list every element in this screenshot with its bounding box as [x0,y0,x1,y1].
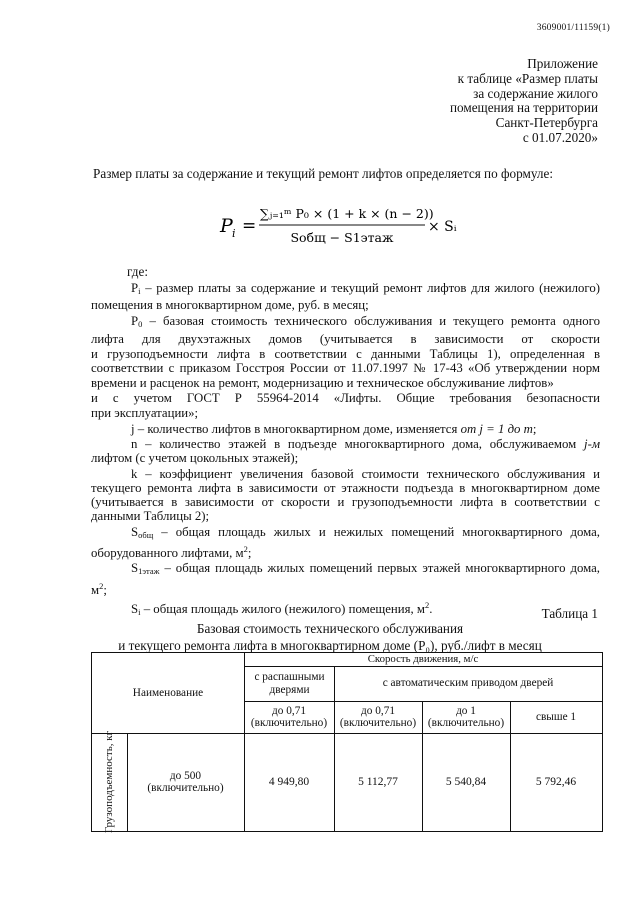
appendix-line: помещения на территории [449,100,598,116]
definition-j: j – количество лифтов в многоквартирном доме, изменяется от j = 1 до m; [131,421,537,436]
definition-p0: $P_0$ – базовая стоимость технического обслуживания и текущего ремонта одного [131,313,600,329]
definition-k: k – коэффициент увеличения базовой стоимости технического обслуживания и текущего ремонта лифта в зависимости от этажности подъезда в многоквартирном доме (учитывается в зависимости от скорости и грузоподъемности лифта в соответствии с данными Таблицы 2); [91,466,600,524]
table-label: Таблица 1 [541,606,598,621]
appendix-line: Приложение [527,56,598,71]
table-title-line: и текущего ремонта лифта в многоквартирном доме (P₀), руб./лифт в месяц [118,638,542,653]
where-label: где: [127,264,148,279]
appendix-line: с 01.07.2020» [522,129,598,145]
table-cell-value: 5 540,84 [445,775,487,788]
formula-equals: = [242,216,257,236]
definitions [91,281,600,619]
header-speed-col: до 1 (включительно) [427,704,505,729]
appendix-line: за содержание жилого [473,85,598,101]
formula-lhs: P [220,215,233,237]
table-title [60,620,600,654]
definition-s1: $S_{1этаж}$ – общая площадь жилых помещений первых этажей многоквартирного дома, $м^2$; [91,561,600,597]
header-speed: Скорость движения, м/с [367,653,479,666]
definition-p0-cont: при эксплуатации»; [91,406,199,421]
table-title-line: Базовая стоимость технического обслуживания [196,621,464,636]
row-group-capacity: Грузоподъемность, кг [103,730,116,834]
definition-p0-cont: и грузоподъемности лифта в соответствии с данными Таблицы 1), определенная в соответствии с приказом Госстроя России от 11.07.1997 № 17-43 «Об утверждении норм времени и расценок на ремонт, модернизацию и техническое обслуживание лифтов» [91,347,600,390]
header-speed-col: до 0,71 (включительно) [250,704,328,729]
definition-pi: $P_i$ – размер платы за содержание и текущий ремонт лифтов для жилого (нежилого) помещения в многоквартирном доме, руб. в месяц; [91,281,600,313]
base-cost-table [91,652,603,832]
table-cell-value: 4 949,80 [268,775,310,788]
header-speed-col: до 0,71 (включительно) [339,704,417,729]
definition-sobsh: $S_{общ}$ – общая площадь жилых и нежилых помещений многоквартирного дома, оборудованного лифтами, $м^2$; [91,524,600,561]
document-number: 3609001/11159(1) [536,23,610,33]
formula-denominator: Sобщ − S1этаж [290,230,394,245]
definition-si: $S_i$ – общая площадь жилого (нежилого) помещения, $м^2$. [131,599,433,617]
definition-p0-cont: и с учетом ГОСТ Р 55964-2014 «Лифты. Общие требования безопасности [91,391,600,406]
formula-intro: Размер платы за содержание и текущий ремонт лифтов определяется по формуле: [93,166,553,181]
appendix-heading [380,57,598,146]
appendix-line: к таблице «Размер платы [457,70,598,86]
table-cell-value: 5 792,46 [535,775,577,788]
definition-p0-cont: лифта для двухэтажных домов (учитывается в зависимости от скорости [91,331,600,346]
fee-formula [220,200,490,252]
formula-numerator: ∑ⱼ₌₁ᵐ P₀ × (1 + k × (n − 2)) [260,206,434,221]
header-speed-col: свыше 1 [535,710,577,723]
header-auto-doors: с автоматическим приводом дверей [382,677,554,690]
header-swing-doors: с распашными дверями [254,671,325,696]
formula-lhs-sub: i [232,227,236,240]
definition-n: n – количество этажей в подъезде многоквартирного дома, обслуживаемом j-м лифтом (с учетом цокольных этажей); [91,436,600,466]
formula-times-si: × Sᵢ [428,219,457,235]
header-name: Наименование [132,686,204,699]
grid-line [127,733,128,831]
table-cell-value: 5 112,77 [358,775,398,788]
row-label: до 500 (включительно) [147,769,224,794]
appendix-line: Санкт-Петербурга [495,115,598,131]
